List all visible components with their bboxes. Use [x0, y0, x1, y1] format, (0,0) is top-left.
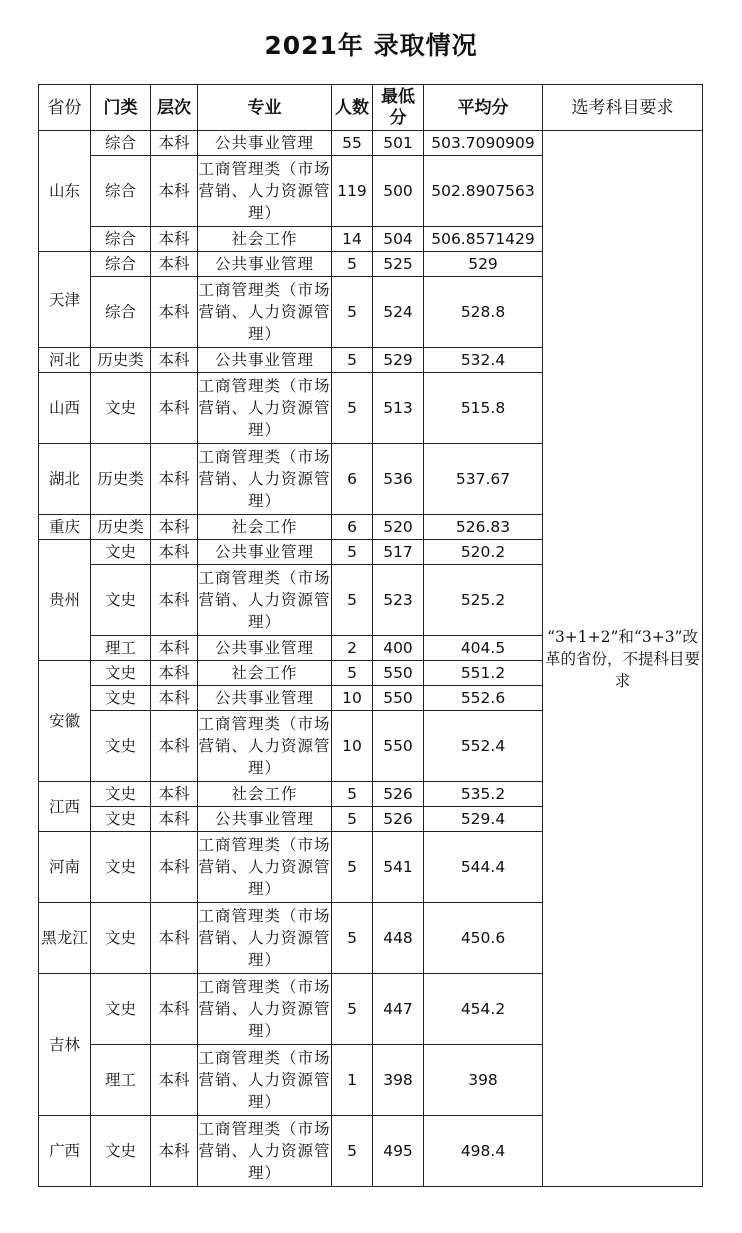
level-cell: 本科: [151, 252, 198, 277]
level-cell: 本科: [151, 348, 198, 373]
header-row: [39, 85, 703, 131]
province-cell: 山东: [39, 131, 91, 252]
major-cell: 工商管理类（市场营销、人力资源管理）: [198, 444, 332, 515]
avg-score-cell: 520.2: [424, 540, 543, 565]
major-cell: 公共事业管理: [198, 686, 332, 711]
category-cell: 文史: [91, 782, 151, 807]
category-cell: 文史: [91, 832, 151, 903]
avg-score-cell: 552.4: [424, 711, 543, 782]
min-score-cell: 513: [373, 373, 424, 444]
level-cell: 本科: [151, 540, 198, 565]
level-cell: 本科: [151, 373, 198, 444]
category-cell: 理工: [91, 1045, 151, 1116]
province-cell: 安徽: [39, 661, 91, 782]
level-cell: 本科: [151, 782, 198, 807]
avg-score-cell: 529: [424, 252, 543, 277]
level-cell: 本科: [151, 227, 198, 252]
count-cell: 5: [332, 252, 373, 277]
province-cell: 黑龙江: [39, 903, 91, 974]
category-cell: 综合: [91, 131, 151, 156]
min-score-cell: 536: [373, 444, 424, 515]
level-cell: 本科: [151, 1116, 198, 1187]
min-score-cell: 398: [373, 1045, 424, 1116]
major-cell: 工商管理类（市场营销、人力资源管理）: [198, 832, 332, 903]
count-cell: 5: [332, 807, 373, 832]
count-cell: 5: [332, 348, 373, 373]
avg-score-cell: 552.6: [424, 686, 543, 711]
count-cell: 5: [332, 540, 373, 565]
count-cell: 5: [332, 373, 373, 444]
avg-score-cell: 535.2: [424, 782, 543, 807]
province-cell: 广西: [39, 1116, 91, 1187]
avg-score-cell: 454.2: [424, 974, 543, 1045]
level-cell: 本科: [151, 636, 198, 661]
province-cell: 重庆: [39, 515, 91, 540]
count-cell: 5: [332, 565, 373, 636]
level-cell: 本科: [151, 974, 198, 1045]
level-cell: 本科: [151, 661, 198, 686]
province-cell: 湖北: [39, 444, 91, 515]
min-score-cell: 501: [373, 131, 424, 156]
avg-score-cell: 532.4: [424, 348, 543, 373]
major-cell: 工商管理类（市场营销、人力资源管理）: [198, 277, 332, 348]
category-cell: 文史: [91, 711, 151, 782]
avg-score-cell: 544.4: [424, 832, 543, 903]
category-cell: 文史: [91, 974, 151, 1045]
major-cell: 公共事业管理: [198, 540, 332, 565]
avg-score-cell: 528.8: [424, 277, 543, 348]
min-score-cell: 500: [373, 156, 424, 227]
category-cell: 综合: [91, 277, 151, 348]
category-cell: 文史: [91, 686, 151, 711]
avg-score-cell: 503.7090909: [424, 131, 543, 156]
province-cell: 贵州: [39, 540, 91, 661]
avg-score-cell: 529.4: [424, 807, 543, 832]
province-cell: 山西: [39, 373, 91, 444]
major-cell: 公共事业管理: [198, 636, 332, 661]
min-score-cell: 495: [373, 1116, 424, 1187]
avg-score-cell: 398: [424, 1045, 543, 1116]
min-score-cell: 550: [373, 686, 424, 711]
avg-score-cell: 502.8907563: [424, 156, 543, 227]
province-cell: 吉林: [39, 974, 91, 1116]
count-cell: 14: [332, 227, 373, 252]
min-score-cell: 448: [373, 903, 424, 974]
count-cell: 5: [332, 782, 373, 807]
header-count: 人数: [332, 85, 373, 131]
avg-score-cell: 515.8: [424, 373, 543, 444]
min-score-cell: 541: [373, 832, 424, 903]
min-score-cell: 517: [373, 540, 424, 565]
major-cell: 工商管理类（市场营销、人力资源管理）: [198, 156, 332, 227]
category-cell: 文史: [91, 565, 151, 636]
avg-score-cell: 450.6: [424, 903, 543, 974]
min-score-cell: 447: [373, 974, 424, 1045]
major-cell: 工商管理类（市场营销、人力资源管理）: [198, 373, 332, 444]
level-cell: 本科: [151, 277, 198, 348]
min-score-cell: 550: [373, 661, 424, 686]
major-cell: 工商管理类（市场营销、人力资源管理）: [198, 711, 332, 782]
table-row: [39, 131, 703, 156]
avg-score-cell: 525.2: [424, 565, 543, 636]
category-cell: 文史: [91, 807, 151, 832]
category-cell: 文史: [91, 903, 151, 974]
avg-score-cell: 551.2: [424, 661, 543, 686]
level-cell: 本科: [151, 156, 198, 227]
major-cell: 公共事业管理: [198, 252, 332, 277]
count-cell: 55: [332, 131, 373, 156]
count-cell: 5: [332, 832, 373, 903]
province-cell: 河南: [39, 832, 91, 903]
category-cell: 综合: [91, 227, 151, 252]
level-cell: 本科: [151, 711, 198, 782]
level-cell: 本科: [151, 565, 198, 636]
category-cell: 综合: [91, 156, 151, 227]
min-score-cell: 400: [373, 636, 424, 661]
header-level: 层次: [151, 85, 198, 131]
province-cell: 天津: [39, 252, 91, 348]
min-score-cell: 550: [373, 711, 424, 782]
avg-score-cell: 506.8571429: [424, 227, 543, 252]
level-cell: 本科: [151, 832, 198, 903]
count-cell: 5: [332, 661, 373, 686]
level-cell: 本科: [151, 131, 198, 156]
major-cell: 社会工作: [198, 661, 332, 686]
count-cell: 2: [332, 636, 373, 661]
min-score-cell: 525: [373, 252, 424, 277]
count-cell: 5: [332, 903, 373, 974]
avg-score-cell: 404.5: [424, 636, 543, 661]
header-avg-score: 平均分: [424, 85, 543, 131]
category-cell: 历史类: [91, 444, 151, 515]
province-cell: 江西: [39, 782, 91, 832]
min-score-cell: 504: [373, 227, 424, 252]
header-requirement: 选考科目要求: [543, 85, 703, 131]
count-cell: 5: [332, 277, 373, 348]
category-cell: 文史: [91, 373, 151, 444]
requirement-note: “3+1+2”和“3+3”改革的省份，不提科目要求: [543, 131, 703, 1187]
min-score-cell: 520: [373, 515, 424, 540]
header-category: 门类: [91, 85, 151, 131]
count-cell: 6: [332, 515, 373, 540]
admission-table: [38, 84, 703, 1187]
min-score-cell: 526: [373, 807, 424, 832]
level-cell: 本科: [151, 444, 198, 515]
avg-score-cell: 537.67: [424, 444, 543, 515]
level-cell: 本科: [151, 903, 198, 974]
major-cell: 工商管理类（市场营销、人力资源管理）: [198, 974, 332, 1045]
count-cell: 5: [332, 974, 373, 1045]
count-cell: 6: [332, 444, 373, 515]
header-province: 省份: [39, 85, 91, 131]
min-score-cell: 523: [373, 565, 424, 636]
avg-score-cell: 526.83: [424, 515, 543, 540]
category-cell: 历史类: [91, 348, 151, 373]
count-cell: 10: [332, 686, 373, 711]
major-cell: 公共事业管理: [198, 348, 332, 373]
count-cell: 5: [332, 1116, 373, 1187]
min-score-cell: 526: [373, 782, 424, 807]
major-cell: 社会工作: [198, 227, 332, 252]
category-cell: 文史: [91, 540, 151, 565]
category-cell: 综合: [91, 252, 151, 277]
major-cell: 工商管理类（市场营销、人力资源管理）: [198, 1045, 332, 1116]
header-min-score: 最低分: [373, 85, 424, 131]
category-cell: 文史: [91, 661, 151, 686]
count-cell: 10: [332, 711, 373, 782]
major-cell: 社会工作: [198, 515, 332, 540]
category-cell: 历史类: [91, 515, 151, 540]
page-title: 2021年 录取情况: [264, 31, 478, 60]
min-score-cell: 524: [373, 277, 424, 348]
count-cell: 1: [332, 1045, 373, 1116]
level-cell: 本科: [151, 515, 198, 540]
min-score-cell: 529: [373, 348, 424, 373]
major-cell: 社会工作: [198, 782, 332, 807]
level-cell: 本科: [151, 807, 198, 832]
major-cell: 工商管理类（市场营销、人力资源管理）: [198, 565, 332, 636]
avg-score-cell: 498.4: [424, 1116, 543, 1187]
major-cell: 公共事业管理: [198, 131, 332, 156]
header-major: 专业: [198, 85, 332, 131]
category-cell: 文史: [91, 1116, 151, 1187]
major-cell: 公共事业管理: [198, 807, 332, 832]
level-cell: 本科: [151, 686, 198, 711]
level-cell: 本科: [151, 1045, 198, 1116]
major-cell: 工商管理类（市场营销、人力资源管理）: [198, 1116, 332, 1187]
category-cell: 理工: [91, 636, 151, 661]
major-cell: 工商管理类（市场营销、人力资源管理）: [198, 903, 332, 974]
province-cell: 河北: [39, 348, 91, 373]
count-cell: 119: [332, 156, 373, 227]
